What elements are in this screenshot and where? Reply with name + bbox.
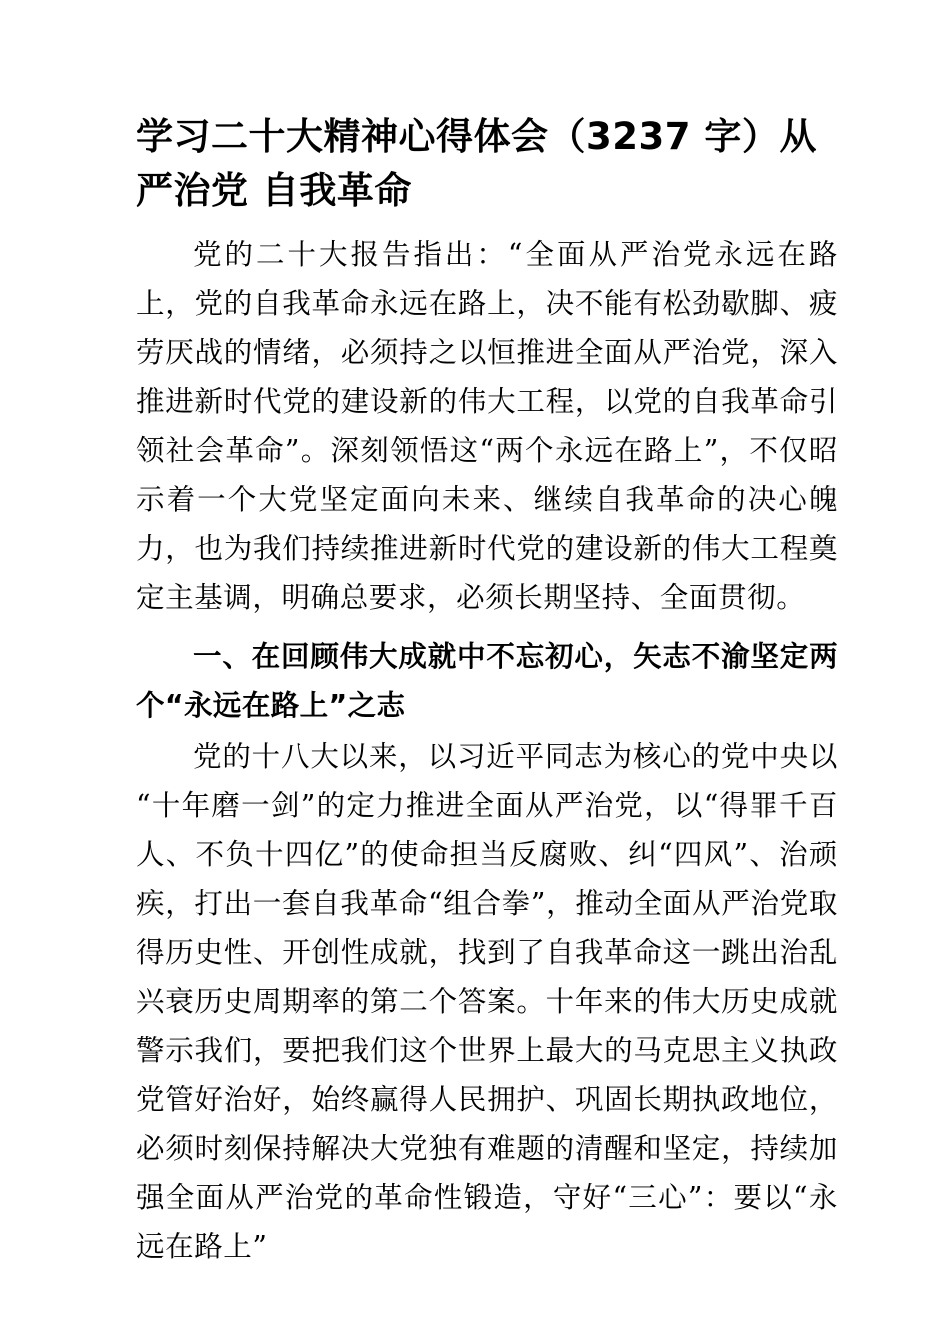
paragraph-section-one: 党的十八大以来，以习近平同志为核心的党中央以“十年磨一剑”的定力推进全面从严治党，以“得罪千百人、不负十四亿”的使命担当反腐败、纠“四风”、治顽疾，打出一套自我革命“组合拳”，推动全面从严治党取得历史性、开创性成就，找到了自我革命这一跳出治乱兴衰历史周期率的第二个答案。十年来的伟大历史成就警示我们，要把我们这个世界上最大的马克思主义执政党管好治好，始终赢得人民拥护、巩固长期执政地位，必须时刻保持解决大党独有难题的清醒和坚定，持续加强全面从严治党的革命性锻造，守好“三心”：要以“永远在路上” xyxy=(136,740,838,1264)
section-heading-one: 一、在回顾伟大成就中不忘初心，矢志不渝坚定两个“永远在路上”之志 xyxy=(136,640,838,723)
paragraph-intro: 党的二十大报告指出：“全面从严治党永远在路上，党的自我革命永远在路上，决不能有松劲歇脚、疲劳厌战的情绪，必须持之以恒推进全面从严治党，深入推进新时代党的建设新的伟大工程，以党的自我革命引领社会革命”。深刻领悟这“两个永远在路上”，不仅昭示着一个大党坚定面向未来、继续自我革命的决心魄力，也为我们持续推进新时代党的建设新的伟大工程奠定主基调，明确总要求，必须长期坚持、全面贯彻。 xyxy=(136,238,838,615)
page-title: 学习二十大精神心得体会（3237 字）从严治党 自我革命 xyxy=(136,115,817,213)
